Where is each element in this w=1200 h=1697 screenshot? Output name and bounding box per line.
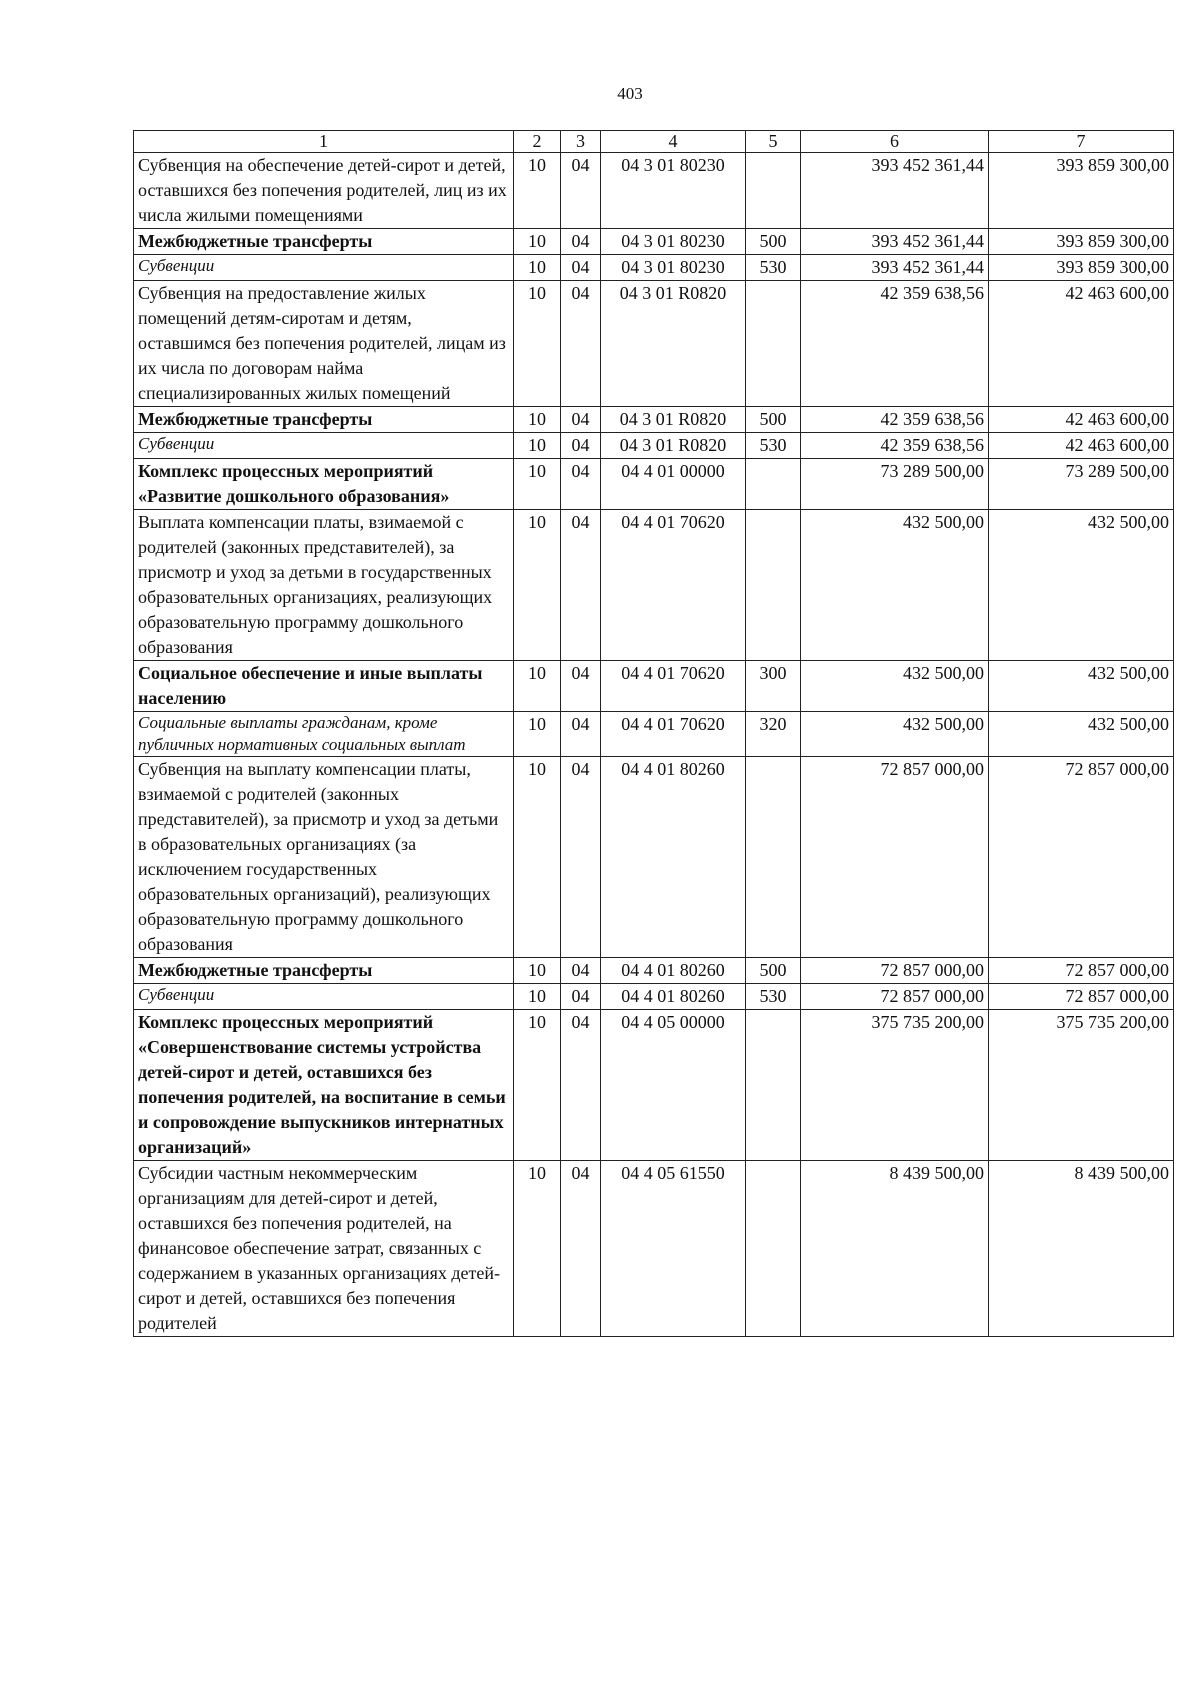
row-name-cell: Комплекс процессных мероприятий «Развитие дошкольного образования» <box>134 459 514 510</box>
target-article-cell: 04 3 01 R0820 <box>601 433 746 459</box>
table-row <box>134 407 1174 433</box>
subsection-code-cell: 04 <box>561 757 601 958</box>
expense-type-cell <box>746 153 801 229</box>
budget-table <box>133 130 1174 1337</box>
row-name-cell: Межбюджетные трансферты <box>134 407 514 433</box>
section-code-cell: 10 <box>514 433 561 459</box>
subsection-code-cell: 04 <box>561 1010 601 1161</box>
amount-col6-cell: 42 359 638,56 <box>801 281 989 407</box>
amount-col7-cell: 72 857 000,00 <box>989 984 1174 1010</box>
section-code-cell: 10 <box>514 1161 561 1337</box>
section-code-cell: 10 <box>514 712 561 757</box>
section-code-cell: 10 <box>514 757 561 958</box>
amount-col6-cell: 42 359 638,56 <box>801 407 989 433</box>
amount-col6-cell: 375 735 200,00 <box>801 1010 989 1161</box>
section-code-cell: 10 <box>514 229 561 255</box>
subsection-code-cell: 04 <box>561 153 601 229</box>
target-article-cell: 04 3 01 80230 <box>601 153 746 229</box>
column-header: 5 <box>746 131 801 153</box>
header-row <box>134 131 1174 153</box>
row-name-cell: Межбюджетные трансферты <box>134 958 514 984</box>
table-row <box>134 255 1174 281</box>
table-body <box>134 153 1174 1337</box>
column-header: 4 <box>601 131 746 153</box>
subsection-code-cell: 04 <box>561 255 601 281</box>
amount-col6-cell: 73 289 500,00 <box>801 459 989 510</box>
expense-type-cell <box>746 757 801 958</box>
expense-type-cell: 300 <box>746 661 801 712</box>
table-row <box>134 433 1174 459</box>
amount-col6-cell: 432 500,00 <box>801 712 989 757</box>
section-code-cell: 10 <box>514 1010 561 1161</box>
amount-col6-cell: 8 439 500,00 <box>801 1161 989 1337</box>
subsection-code-cell: 04 <box>561 281 601 407</box>
target-article-cell: 04 4 01 80260 <box>601 958 746 984</box>
section-code-cell: 10 <box>514 459 561 510</box>
target-article-cell: 04 4 01 00000 <box>601 459 746 510</box>
subsection-code-cell: 04 <box>561 229 601 255</box>
section-code-cell: 10 <box>514 510 561 661</box>
subsection-code-cell: 04 <box>561 510 601 661</box>
amount-col6-cell: 393 452 361,44 <box>801 255 989 281</box>
row-name-cell: Социальные выплаты гражданам, кроме публичных нормативных социальных выплат <box>134 712 514 757</box>
subsection-code-cell: 04 <box>561 661 601 712</box>
section-code-cell: 10 <box>514 958 561 984</box>
page-number: 403 <box>617 84 643 103</box>
expense-type-cell: 530 <box>746 255 801 281</box>
column-header: 7 <box>989 131 1174 153</box>
expense-type-cell <box>746 1010 801 1161</box>
expense-type-cell: 530 <box>746 433 801 459</box>
amount-col7-cell: 42 463 600,00 <box>989 433 1174 459</box>
row-name-cell: Комплекс процессных мероприятий «Совершенствование системы устройства детей-сирот и детей, оставшихся без попечения родителей, на воспитание в семьи и сопровождение выпускников интернатных организаций» <box>134 1010 514 1161</box>
table-row <box>134 958 1174 984</box>
row-name-cell: Социальное обеспечение и иные выплаты населению <box>134 661 514 712</box>
amount-col6-cell: 393 452 361,44 <box>801 153 989 229</box>
table-row <box>134 661 1174 712</box>
table-row <box>134 712 1174 757</box>
amount-col7-cell: 8 439 500,00 <box>989 1161 1174 1337</box>
amount-col6-cell: 432 500,00 <box>801 510 989 661</box>
table-row <box>134 1010 1174 1161</box>
row-name-cell: Межбюджетные трансферты <box>134 229 514 255</box>
subsection-code-cell: 04 <box>561 407 601 433</box>
amount-col7-cell: 432 500,00 <box>989 712 1174 757</box>
amount-col7-cell: 72 857 000,00 <box>989 958 1174 984</box>
column-header: 2 <box>514 131 561 153</box>
target-article-cell: 04 3 01 80230 <box>601 229 746 255</box>
expense-type-cell: 500 <box>746 229 801 255</box>
amount-col7-cell: 393 859 300,00 <box>989 153 1174 229</box>
target-article-cell: 04 3 01 80230 <box>601 255 746 281</box>
expense-type-cell: 320 <box>746 712 801 757</box>
expense-type-cell: 530 <box>746 984 801 1010</box>
table-row <box>134 229 1174 255</box>
section-code-cell: 10 <box>514 984 561 1010</box>
row-name-cell: Субвенция на обеспечение детей-сирот и детей, оставшихся без попечения родителей, лиц из их числа жилыми помещениями <box>134 153 514 229</box>
amount-col7-cell: 375 735 200,00 <box>989 1010 1174 1161</box>
expense-type-cell: 500 <box>746 958 801 984</box>
subsection-code-cell: 04 <box>561 433 601 459</box>
column-header: 1 <box>134 131 514 153</box>
row-name-cell: Субвенции <box>134 984 514 1010</box>
section-code-cell: 10 <box>514 407 561 433</box>
target-article-cell: 04 4 01 70620 <box>601 510 746 661</box>
amount-col6-cell: 393 452 361,44 <box>801 229 989 255</box>
row-name-cell: Субвенции <box>134 433 514 459</box>
row-name-cell: Субсидии частным некоммерческим организациям для детей-сирот и детей, оставшихся без попечения родителей, на финансовое обеспечение затрат, связанных с содержанием в указанных организациях детей-сирот и детей, оставшихся без попечения родителей <box>134 1161 514 1337</box>
column-header: 3 <box>561 131 601 153</box>
subsection-code-cell: 04 <box>561 459 601 510</box>
amount-col6-cell: 42 359 638,56 <box>801 433 989 459</box>
target-article-cell: 04 4 05 61550 <box>601 1161 746 1337</box>
expense-type-cell <box>746 1161 801 1337</box>
subsection-code-cell: 04 <box>561 984 601 1010</box>
column-header: 6 <box>801 131 989 153</box>
section-code-cell: 10 <box>514 153 561 229</box>
expense-type-cell: 500 <box>746 407 801 433</box>
amount-col7-cell: 393 859 300,00 <box>989 229 1174 255</box>
amount-col7-cell: 72 857 000,00 <box>989 757 1174 958</box>
target-article-cell: 04 4 01 70620 <box>601 712 746 757</box>
amount-col6-cell: 72 857 000,00 <box>801 984 989 1010</box>
target-article-cell: 04 3 01 R0820 <box>601 407 746 433</box>
amount-col7-cell: 42 463 600,00 <box>989 407 1174 433</box>
subsection-code-cell: 04 <box>561 712 601 757</box>
amount-col7-cell: 393 859 300,00 <box>989 255 1174 281</box>
subsection-code-cell: 04 <box>561 958 601 984</box>
amount-col6-cell: 72 857 000,00 <box>801 958 989 984</box>
expense-type-cell <box>746 510 801 661</box>
table-row <box>134 153 1174 229</box>
target-article-cell: 04 4 01 80260 <box>601 757 746 958</box>
target-article-cell: 04 4 01 80260 <box>601 984 746 1010</box>
section-code-cell: 10 <box>514 281 561 407</box>
section-code-cell: 10 <box>514 255 561 281</box>
amount-col7-cell: 42 463 600,00 <box>989 281 1174 407</box>
amount-col7-cell: 432 500,00 <box>989 661 1174 712</box>
subsection-code-cell: 04 <box>561 1161 601 1337</box>
target-article-cell: 04 4 01 70620 <box>601 661 746 712</box>
target-article-cell: 04 4 05 00000 <box>601 1010 746 1161</box>
table-row <box>134 510 1174 661</box>
row-name-cell: Выплата компенсации платы, взимаемой с родителей (законных представителей), за присмотр и уход за детьми в государственных образовательных организациях, реализующих образовательную программу дошкольного образования <box>134 510 514 661</box>
expense-type-cell <box>746 459 801 510</box>
amount-col7-cell: 73 289 500,00 <box>989 459 1174 510</box>
amount-col6-cell: 432 500,00 <box>801 661 989 712</box>
row-name-cell: Субвенция на предоставление жилых помещений детям-сиротам и детям, оставшимся без попечения родителей, лицам из их числа по договорам найма специализированных жилых помещений <box>134 281 514 407</box>
amount-col7-cell: 432 500,00 <box>989 510 1174 661</box>
row-name-cell: Субвенция на выплату компенсации платы, взимаемой с родителей (законных представителей), за присмотр и уход за детьми в образовательных организациях (за исключением государственных образовательных организаций), реализующих образовательную программу дошкольного образования <box>134 757 514 958</box>
table-row <box>134 984 1174 1010</box>
table-row <box>134 757 1174 958</box>
target-article-cell: 04 3 01 R0820 <box>601 281 746 407</box>
amount-col6-cell: 72 857 000,00 <box>801 757 989 958</box>
row-name-cell: Субвенции <box>134 255 514 281</box>
table-row <box>134 281 1174 407</box>
table-row <box>134 459 1174 510</box>
section-code-cell: 10 <box>514 661 561 712</box>
table-row <box>134 1161 1174 1337</box>
expense-type-cell <box>746 281 801 407</box>
